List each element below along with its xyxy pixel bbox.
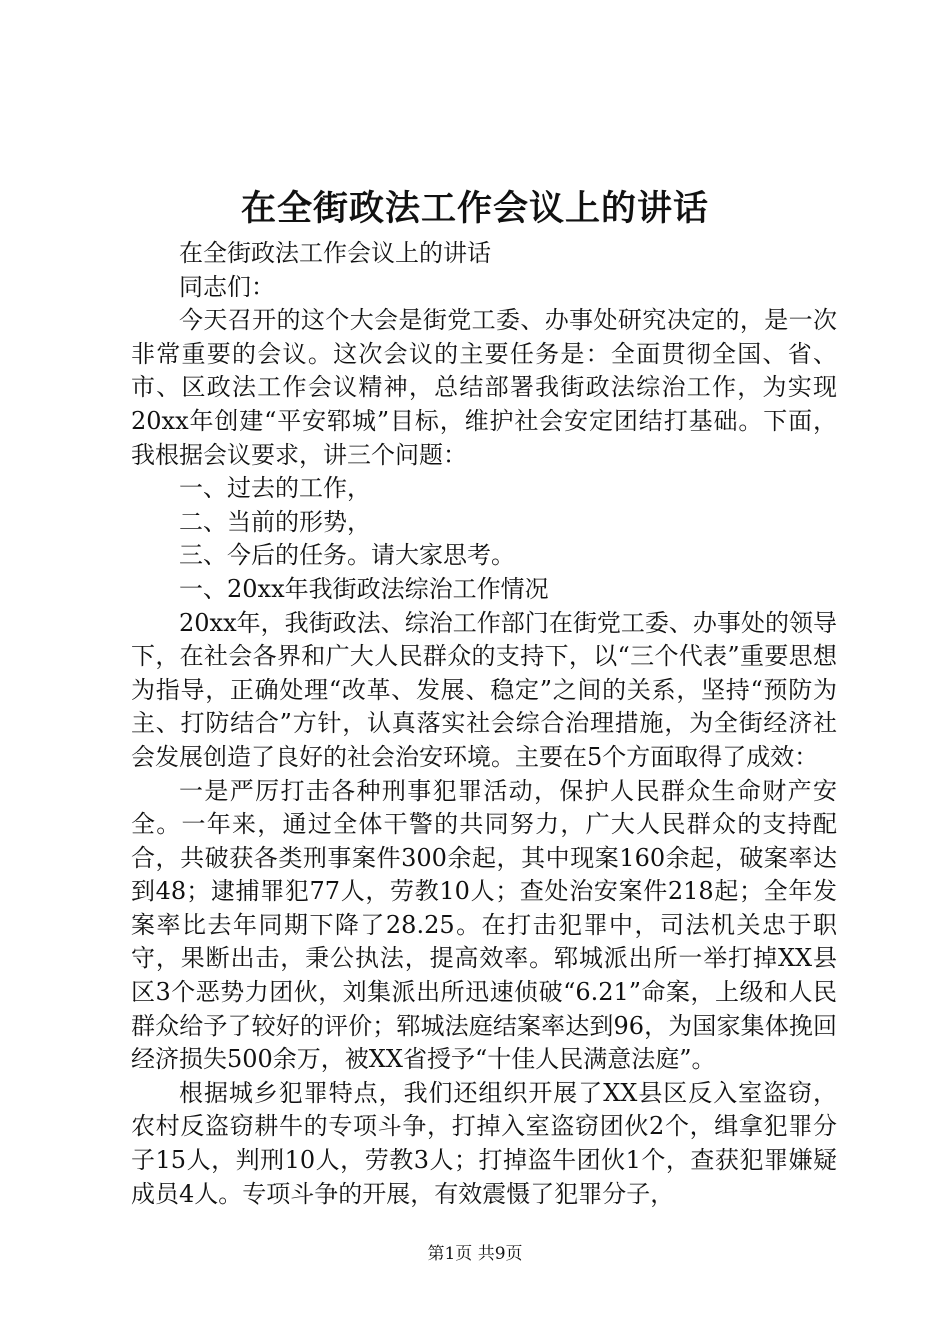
paragraph: 根据城乡犯罪特点，我们还组织开展了XX县区反入室盗窃，农村反盗窃耕牛的专项斗争，打掉入室盗窃团伙2个，缉拿犯罪分子15人，判刑10人，劳教3人；打掉盗牛团伙1个，查获犯罪嫌疑成员4人。专项斗争的开展，有效震慑了犯罪分子， [131, 1078, 837, 1208]
document-body [131, 237, 837, 1211]
document-title: 在全街政法工作会议上的讲话 [240, 188, 709, 229]
paragraph: 二、当前的形势， [179, 507, 371, 536]
paragraph: 在全街政法工作会议上的讲话 [179, 239, 491, 267]
paragraph: 同志们： [179, 272, 275, 301]
paragraph: 一是严厉打击各种刑事犯罪活动，保护人民群众生命财产安全。一年来，通过全体干警的共同努力，广大人民群众的支持配合，共破获各类刑事案件300余起，其中现案160余起，破案率达到48；逮捕罪犯77人，劳教10人；查处治安案件218起；全年发案率比去年同期下降了28.25。在打击犯罪中，司法机关忠于职守，果断出击，秉公执法，提高效率。郓城派出所一举打掉XX县区3个恶势力团伙，刘集派出所迅速侦破“6.21”命案，上级和人民群众给予了较好的评价；郓城法庭结案率达到96，为国家集体挽回经济损失500余万，被XX省授予“十佳人民满意法庭”。 [131, 776, 837, 1074]
paragraph: 今天召开的这个大会是街党工委、办事处研究决定的，是一次非常重要的会议。这次会议的主要任务是：全面贯彻全国、省、市、区政法工作会议精神，总结部署我街政法综治工作，为实现20xx年创建“平安郓城”目标，维护社会安定团结打基础。下面，我根据会议要求，讲三个问题： [131, 306, 837, 469]
paragraph: 一、过去的工作， [179, 474, 371, 503]
paragraph: 20xx年，我街政法、综治工作部门在街党工委、办事处的领导下，在社会各界和广大人民群众的支持下，以“三个代表”重要思想为指导，正确处理“改革、发展、稳定”之间的关系，坚持“预防为主、打防结合”方针，认真落实社会综合治理措施，为全街经济社会发展创造了良好的社会治安环境。主要在5个方面取得了成效： [131, 608, 837, 771]
paragraph: 一、20xx年我街政法综治工作情况 [179, 574, 549, 603]
paragraph: 三、今后的任务。请大家思考。 [179, 541, 515, 570]
page-footer: 第1页 共9页 [427, 1244, 523, 1264]
